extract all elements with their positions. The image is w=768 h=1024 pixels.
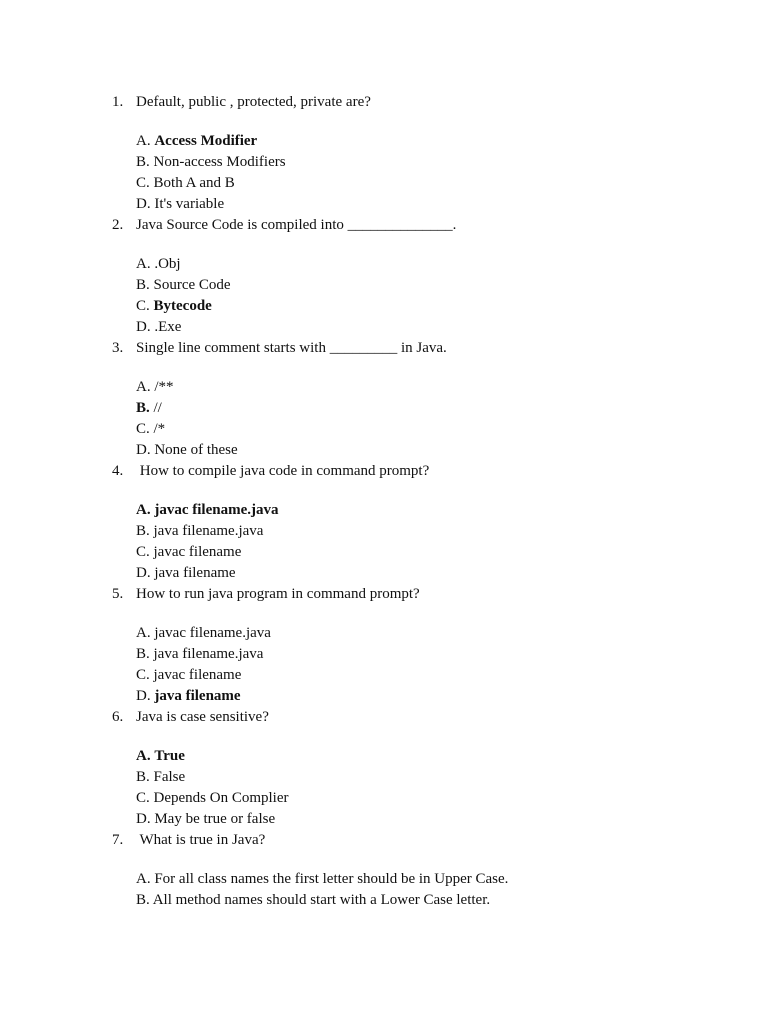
option-text: .Exe — [154, 319, 182, 335]
option-letter: B. — [136, 523, 150, 539]
option-text: javac filename — [153, 667, 242, 683]
option-text: For all class names the first letter should be in Upper Case. — [154, 871, 509, 887]
answer-option — [0, 644, 768, 665]
question-number: 6. — [112, 709, 124, 725]
spacer — [0, 605, 768, 623]
option-text: java filename.java — [153, 523, 264, 539]
option-text: May be true or false — [154, 811, 276, 827]
question-6 — [0, 707, 768, 728]
option-letter: C. — [136, 298, 150, 314]
question-1 — [0, 92, 768, 113]
option-letter: D. — [136, 811, 151, 827]
option-letter: A. — [136, 625, 151, 641]
question-text: Java Source Code is compiled into ______________. — [136, 217, 457, 233]
option-text: java filename — [154, 565, 236, 581]
option-text: None of these — [154, 442, 238, 458]
option-letter: D. — [136, 196, 151, 212]
option-letter: A. — [136, 748, 151, 764]
option-letter: C. — [136, 790, 150, 806]
option-text: True — [154, 748, 185, 764]
answer-option — [0, 665, 768, 686]
option-text: /** — [154, 379, 174, 395]
answer-option — [0, 131, 768, 152]
option-text: Bytecode — [153, 298, 212, 314]
option-letter: B. — [136, 400, 150, 416]
question-5 — [0, 584, 768, 605]
option-letter: C. — [136, 667, 150, 683]
answer-option — [0, 173, 768, 194]
option-letter: B. — [136, 154, 150, 170]
option-text: Both A and B — [153, 175, 235, 191]
answer-option — [0, 152, 768, 173]
option-letter: C. — [136, 544, 150, 560]
option-letter: B. — [136, 646, 150, 662]
question-number: 1. — [112, 94, 124, 110]
answer-option — [0, 317, 768, 338]
option-text: Source Code — [153, 277, 231, 293]
answer-option — [0, 869, 768, 890]
option-text: javac filename.java — [154, 502, 279, 518]
answer-option — [0, 398, 768, 419]
answer-option — [0, 521, 768, 542]
question-number: 2. — [112, 217, 124, 233]
option-letter: A. — [136, 379, 151, 395]
option-letter: A. — [136, 133, 151, 149]
option-text: .Obj — [154, 256, 181, 272]
option-letter: C. — [136, 175, 150, 191]
question-2 — [0, 215, 768, 236]
answer-option — [0, 500, 768, 521]
question-text: How to run java program in command prompt? — [136, 586, 420, 602]
option-letter: D. — [136, 442, 151, 458]
option-letter: D. — [136, 565, 151, 581]
option-text: Access Modifier — [154, 133, 258, 149]
answer-option — [0, 440, 768, 461]
question-number: 5. — [112, 586, 124, 602]
option-text: java filename — [154, 688, 241, 704]
option-letter: D. — [136, 688, 151, 704]
question-number: 4. — [112, 463, 124, 479]
answer-option — [0, 419, 768, 440]
answer-option — [0, 890, 768, 911]
question-7 — [0, 830, 768, 851]
document-page — [0, 92, 768, 911]
answer-option — [0, 767, 768, 788]
option-text: Depends On Complier — [153, 790, 289, 806]
option-text: /* — [153, 421, 166, 437]
question-text: How to compile java code in command prompt? — [136, 463, 430, 479]
option-text: False — [153, 769, 186, 785]
answer-option — [0, 686, 768, 707]
spacer — [0, 728, 768, 746]
answer-option — [0, 254, 768, 275]
option-letter: C. — [136, 421, 150, 437]
spacer — [0, 851, 768, 869]
option-text: All method names should start with a Lower Case letter. — [152, 892, 491, 908]
question-text: Default, public , protected, private are? — [136, 94, 371, 110]
option-text: javac filename.java — [154, 625, 271, 641]
option-text: javac filename — [153, 544, 242, 560]
answer-option — [0, 563, 768, 584]
answer-option — [0, 275, 768, 296]
option-letter: B. — [136, 277, 150, 293]
question-text: What is true in Java? — [136, 832, 266, 848]
answer-option — [0, 746, 768, 767]
option-text: Non-access Modifiers — [153, 154, 286, 170]
option-text: It's variable — [154, 196, 225, 212]
spacer — [0, 113, 768, 131]
option-letter: A. — [136, 256, 151, 272]
question-text: Java is case sensitive? — [136, 709, 269, 725]
option-text: // — [153, 400, 162, 416]
answer-option — [0, 377, 768, 398]
answer-option — [0, 542, 768, 563]
question-number: 3. — [112, 340, 124, 356]
option-letter: A. — [136, 502, 151, 518]
option-letter: B. — [136, 769, 150, 785]
answer-option — [0, 809, 768, 830]
spacer — [0, 482, 768, 500]
answer-option — [0, 788, 768, 809]
answer-option — [0, 194, 768, 215]
option-letter: D. — [136, 319, 151, 335]
question-text: Single line comment starts with _________ in Java. — [136, 340, 447, 356]
spacer — [0, 359, 768, 377]
answer-option — [0, 623, 768, 644]
spacer — [0, 236, 768, 254]
option-letter: A. — [136, 871, 151, 887]
option-letter: B. — [136, 892, 150, 908]
question-3 — [0, 338, 768, 359]
question-number: 7. — [112, 832, 124, 848]
answer-option — [0, 296, 768, 317]
option-text: java filename.java — [153, 646, 264, 662]
question-4 — [0, 461, 768, 482]
